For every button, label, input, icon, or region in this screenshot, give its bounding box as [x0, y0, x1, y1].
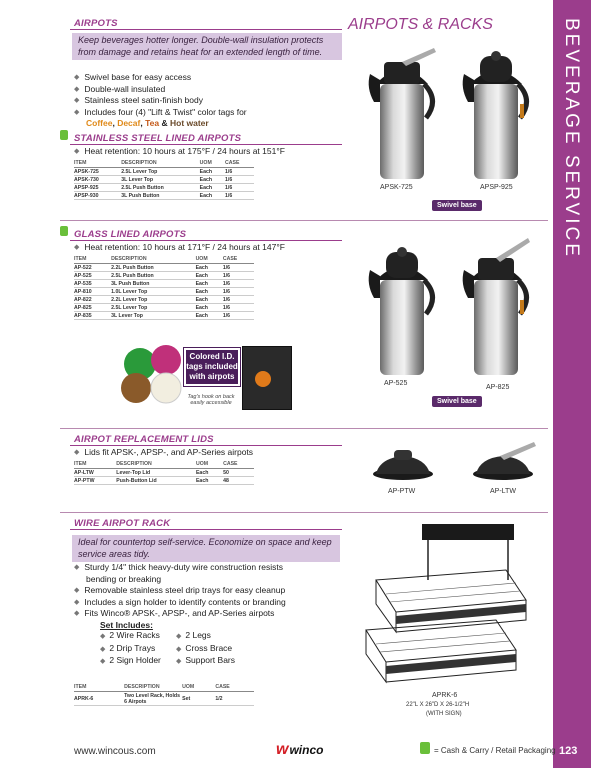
cell-case: 50 [223, 469, 254, 477]
cash-carry-icon [60, 226, 68, 236]
cash-carry-legend-icon [420, 742, 430, 754]
tag-decaf: Decaf [117, 118, 141, 129]
cash-carry-icon [60, 130, 68, 140]
rack-table [74, 684, 254, 706]
heat-retention: ◆ Heat retention: 10 hours at 175°F / 24 hours at 151°F [74, 146, 285, 158]
col-description: DESCRIPTION [124, 684, 182, 692]
cell-uom: Each [200, 192, 225, 200]
cell-item: AP-825 [74, 304, 111, 312]
lids-table [74, 461, 254, 485]
cell-description: 2.5L Push Button [121, 184, 199, 192]
cell-uom: Each [196, 280, 223, 288]
section-rule [70, 29, 342, 30]
table-row [74, 272, 254, 280]
page-title: AIRPOTS & RACKS [348, 16, 493, 33]
cell-case: 1/6 [223, 304, 254, 312]
table-row [74, 477, 254, 485]
section-tab-label: BEVERAGE SERVICE [561, 18, 582, 259]
table-row [74, 469, 254, 477]
table-row [74, 692, 254, 706]
section-title-rack: WIRE AIRPOT RACK [74, 518, 171, 529]
cell-case: 1/6 [225, 168, 254, 176]
cell-item: AP-810 [74, 288, 111, 296]
cell-uom: Each [196, 272, 223, 280]
cell-uom: Each [200, 168, 225, 176]
cell-item: APRK-6 [74, 692, 124, 706]
cell-item: AP-LTW [74, 469, 116, 477]
swivel-base-badge: Swivel base [432, 396, 482, 407]
tags-included-callout [184, 348, 240, 386]
caption-ap-525: AP-525 [384, 380, 408, 387]
cell-case: 1/6 [223, 288, 254, 296]
cell-description: 2.5L Lever Top [121, 168, 199, 176]
table-row [74, 288, 254, 296]
rack-dimensions-note: (WITH SIGN) [426, 711, 462, 717]
feature-item-cont: bending or breaking [86, 573, 162, 584]
feature-item: ◆ Includes four (4) "Lift & Twist" color tags for [74, 107, 344, 119]
cell-uom: Each [196, 296, 223, 304]
col-case: CASE [223, 256, 254, 264]
section-title-lids: AIRPOT REPLACEMENT LIDS [74, 434, 214, 445]
cell-description: 3L Push Button [121, 192, 199, 200]
cell-item: APSP-930 [74, 192, 121, 200]
table-row [74, 312, 254, 320]
col-uom: UOM [196, 461, 223, 469]
set-item: ◆ 2 Drip Trays [100, 643, 155, 653]
cell-item: AP-835 [74, 312, 111, 320]
feature-item: ◆ Removable stainless steel drip trays for easy cleanup [74, 585, 349, 597]
col-description: DESCRIPTION [121, 160, 199, 168]
set-includes-col1 [100, 630, 161, 668]
col-uom: UOM [200, 160, 225, 168]
col-item: ITEM [74, 684, 124, 692]
airpot-image-apsp-925 [456, 44, 536, 184]
tags-included-text: Colored I.D. tags included with airpots [186, 352, 238, 381]
col-description: DESCRIPTION [111, 256, 195, 264]
lids-features [74, 447, 253, 459]
cell-case: 1/6 [223, 264, 254, 272]
cell-uom: Each [196, 469, 223, 477]
set-includes-title: Set Includes: [100, 620, 153, 630]
set-item: ◆ Cross Brace [176, 643, 232, 653]
cell-description: 2.5L Lever Top [111, 304, 195, 312]
col-uom: UOM [196, 256, 223, 264]
table-row [74, 296, 254, 304]
col-description: DESCRIPTION [116, 461, 196, 469]
cell-uom: Each [200, 184, 225, 192]
cell-item: APSK-730 [74, 176, 121, 184]
cell-description: 3L Lever Top [111, 312, 195, 320]
cell-description: 3L Lever Top [121, 176, 199, 184]
rack-dimensions: 22"L X 26"D X 26-1/2"H [406, 702, 470, 708]
col-item: ITEM [74, 160, 121, 168]
cell-case: 1/6 [223, 312, 254, 320]
cell-uom: Each [196, 477, 223, 485]
cell-case: 1/6 [225, 184, 254, 192]
set-item: ◆ 2 Legs [176, 630, 211, 640]
section-divider [60, 512, 548, 513]
feature-item: ◆ Stainless steel satin-finish body [74, 95, 344, 107]
table-row [74, 304, 254, 312]
col-case: CASE [223, 461, 254, 469]
cell-item: AP-535 [74, 280, 111, 288]
cell-uom: Each [200, 176, 225, 184]
ss-lined-table [74, 160, 254, 200]
table-row [74, 168, 254, 176]
caption-ap-825: AP-825 [486, 384, 510, 391]
feature-item: ◆ Sturdy 1/4" thick heavy-duty wire construction resists [74, 562, 349, 574]
feature-item: ◆ Fits Winco® APSK-, APSP-, and AP-Series airpots [74, 608, 349, 620]
winco-logo-w: w [276, 741, 289, 758]
cell-description: 2.2L Lever Top [111, 296, 195, 304]
table-row [74, 280, 254, 288]
page-number: 123 [559, 745, 578, 757]
set-item: ◆ Support Bars [176, 655, 235, 665]
section-title-airpots: AIRPOTS [74, 18, 118, 29]
tag-tea: Tea [145, 118, 160, 129]
cash-carry-legend: = Cash & Carry / Retail Packaging [434, 746, 556, 755]
color-tags-image [118, 344, 188, 406]
set-item: ◆ 2 Sign Holder [100, 655, 161, 665]
cell-uom: Each [196, 264, 223, 272]
section-rule [70, 240, 342, 241]
caption-aprk-6: APRK-6 [432, 692, 458, 699]
tag-coffee: Coffee [86, 118, 113, 129]
caption-ap-ltw: AP-LTW [490, 488, 516, 495]
feature-item: ◆ Includes a sign holder to identify contents or branding [74, 597, 349, 609]
cell-case: 1/2 [215, 692, 254, 706]
cell-description: 3L Push Button [111, 280, 195, 288]
table-row [74, 176, 254, 184]
winco-logo-text: winco [289, 743, 324, 757]
lids-compat: ◆ Lids fit APSK-, APSP-, and AP-Series airpots [74, 447, 253, 459]
rack-features [74, 562, 349, 620]
wire-rack-image [356, 520, 536, 690]
cell-item: AP-522 [74, 264, 111, 272]
rack-callout: Ideal for countertop self-service. Economize on space and keep service areas tidy. [72, 535, 340, 562]
swivel-base-badge: Swivel base [432, 200, 482, 211]
airpot-image-apsk-725 [362, 44, 442, 184]
airpot-image-ap-525 [362, 240, 442, 380]
caption-apsk-725: APSK-725 [380, 184, 413, 191]
cell-item: AP-822 [74, 296, 111, 304]
airpots-callout: Keep beverages hotter longer. Double-wall insulation protects from damage and retains heat for an extended length of time. [72, 33, 342, 60]
airpot-image-ap-825 [456, 232, 536, 380]
cell-case: 1/6 [223, 296, 254, 304]
section-title-ss-lined: STAINLESS STEEL LINED AIRPOTS [74, 133, 242, 144]
cell-item: AP-525 [74, 272, 111, 280]
cell-uom: Each [196, 304, 223, 312]
cell-uom: Each [196, 288, 223, 296]
tag-hook-photo [242, 346, 292, 410]
lid-image-ap-ltw [470, 438, 540, 482]
table-row [74, 192, 254, 200]
ss-lined-features [74, 146, 285, 158]
cell-item: APSP-925 [74, 184, 121, 192]
section-rule [70, 529, 342, 530]
section-divider [60, 428, 548, 429]
cell-description: Push-Button Lid [116, 477, 196, 485]
col-item: ITEM [74, 256, 111, 264]
heat-retention: ◆ Heat retention: 10 hours at 171°F / 24 hours at 147°F [74, 242, 285, 254]
cell-uom: Set [182, 692, 215, 706]
set-includes-col2 [176, 630, 235, 668]
cell-case: 1/6 [225, 192, 254, 200]
section-rule [70, 445, 342, 446]
table-row [74, 184, 254, 192]
feature-item: ◆ Double-wall insulated [74, 84, 344, 96]
section-title-glass-lined: GLASS LINED AIRPOTS [74, 229, 187, 240]
cell-case: 1/6 [223, 272, 254, 280]
col-case: CASE [215, 684, 254, 692]
cell-case: 1/6 [225, 176, 254, 184]
cell-case: 48 [223, 477, 254, 485]
section-sidebar [553, 0, 591, 768]
tag-hot-water: Hot water [169, 118, 209, 129]
cell-description: Lever-Top Lid [116, 469, 196, 477]
col-item: ITEM [74, 461, 116, 469]
winco-logo [276, 741, 323, 759]
tag-hook-icon [255, 371, 271, 387]
cell-description: 2.2L Push Button [111, 264, 195, 272]
table-row [74, 264, 254, 272]
feature-item: ◆ Swivel base for easy access [74, 72, 344, 84]
tag-colors-line: Coffee, Decaf, Tea & Hot water [86, 118, 209, 129]
section-divider [60, 220, 548, 221]
footer-url[interactable]: www.wincous.com [74, 746, 156, 757]
cell-item: APSK-725 [74, 168, 121, 176]
glass-lined-table [74, 256, 254, 320]
caption-apsp-925: APSP-925 [480, 184, 513, 191]
cell-uom: Each [196, 312, 223, 320]
col-uom: UOM [182, 684, 215, 692]
cell-description: Two Level Rack, Holds 6 Airpots [124, 692, 182, 706]
section-rule [70, 144, 342, 145]
col-case: CASE [225, 160, 254, 168]
tag-hook-note: Tag's hook on back easily accessible [187, 394, 235, 406]
cell-case: 1/6 [223, 280, 254, 288]
caption-ap-ptw: AP-PTW [388, 488, 416, 495]
cell-description: 2.5L Push Button [111, 272, 195, 280]
cell-description: 1.0L Lever Top [111, 288, 195, 296]
set-item: ◆ 2 Wire Racks [100, 630, 160, 640]
cell-item: AP-PTW [74, 477, 116, 485]
glass-lined-features [74, 242, 285, 254]
lid-image-ap-ptw [370, 448, 436, 482]
airpots-features [74, 72, 344, 130]
